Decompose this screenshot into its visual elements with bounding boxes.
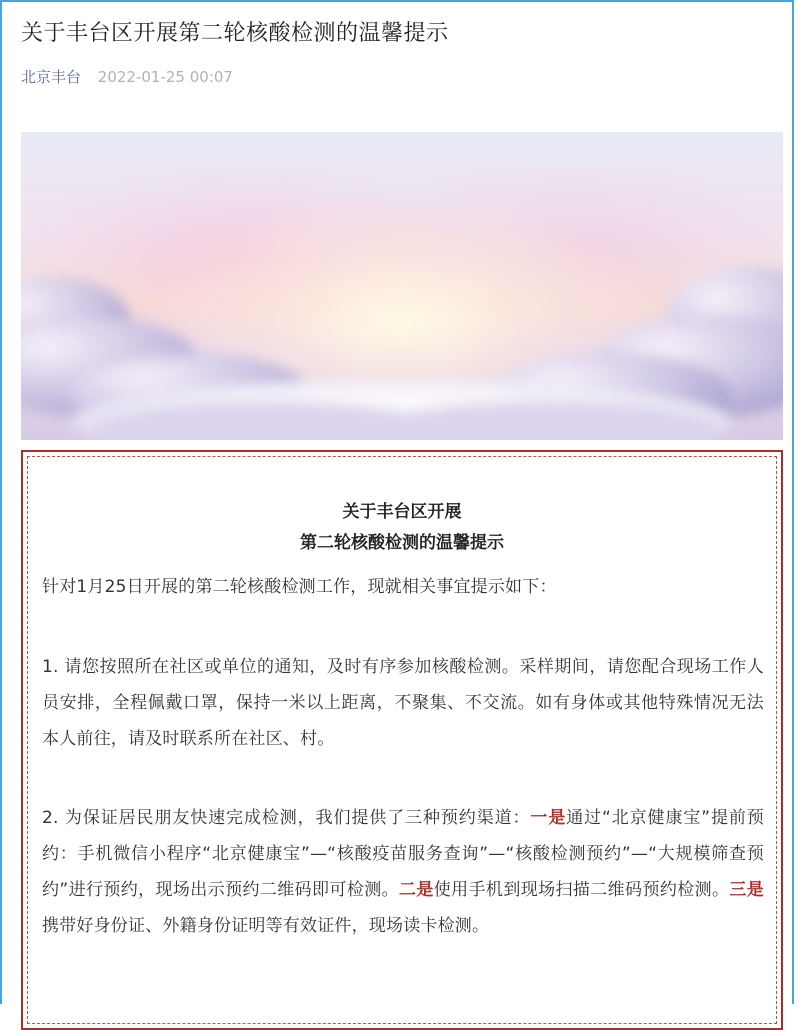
item2-text-1: 2. 为保证居民朋友快速完成检测，我们提供了三种预约渠道： <box>42 808 531 828</box>
item2-text-3: 使用手机到现场扫描二维码预约检测。 <box>433 880 730 900</box>
article-title: 关于丰台区开展第二轮核酸检测的温馨提示 <box>21 21 449 46</box>
notice-item-1: 1. 请您按照所在社区或单位的通知，及时有序参加核酸检测。采样期间，请您配合现场工作人员安排，全程佩戴口罩，保持一米以上距离，不聚集、不交流。如有身体或其他特殊情况无法本人前往，请及时联系所在社区、村。 <box>42 657 764 749</box>
highlight-option-1: 一是 <box>530 808 567 828</box>
notice-heading-line1: 关于丰台区开展 <box>342 502 462 522</box>
highlight-option-2: 二是 <box>398 880 434 900</box>
banner-image <box>21 132 783 440</box>
account-name-link[interactable]: 北京丰台 <box>21 68 82 86</box>
publish-time: 2022-01-25 00:07 <box>97 68 233 86</box>
item2-text-2: 通过“北京健康宝”提前预约：手机微信小程序“北京健康宝”—“核酸疫苗服务查询”—“核酸检测预约”—“大规模筛查预约”进行预约，现场出示预约二维码即可检测。 <box>42 808 764 900</box>
notice-item-2 <box>42 800 764 944</box>
cloud-illustration <box>21 132 783 440</box>
notice-intro: 针对1月25日开展的第二轮核酸检测工作，现就相关事宜提示如下： <box>42 577 557 597</box>
item2-text-4: 携带好身份证、外籍身份证明等有效证件，现场读卡检测。 <box>42 916 490 936</box>
highlight-option-3: 三是 <box>729 880 764 900</box>
notice-box <box>21 450 783 1030</box>
notice-heading-line2: 第二轮核酸检测的温馨提示 <box>300 533 504 553</box>
article-meta <box>21 66 233 87</box>
